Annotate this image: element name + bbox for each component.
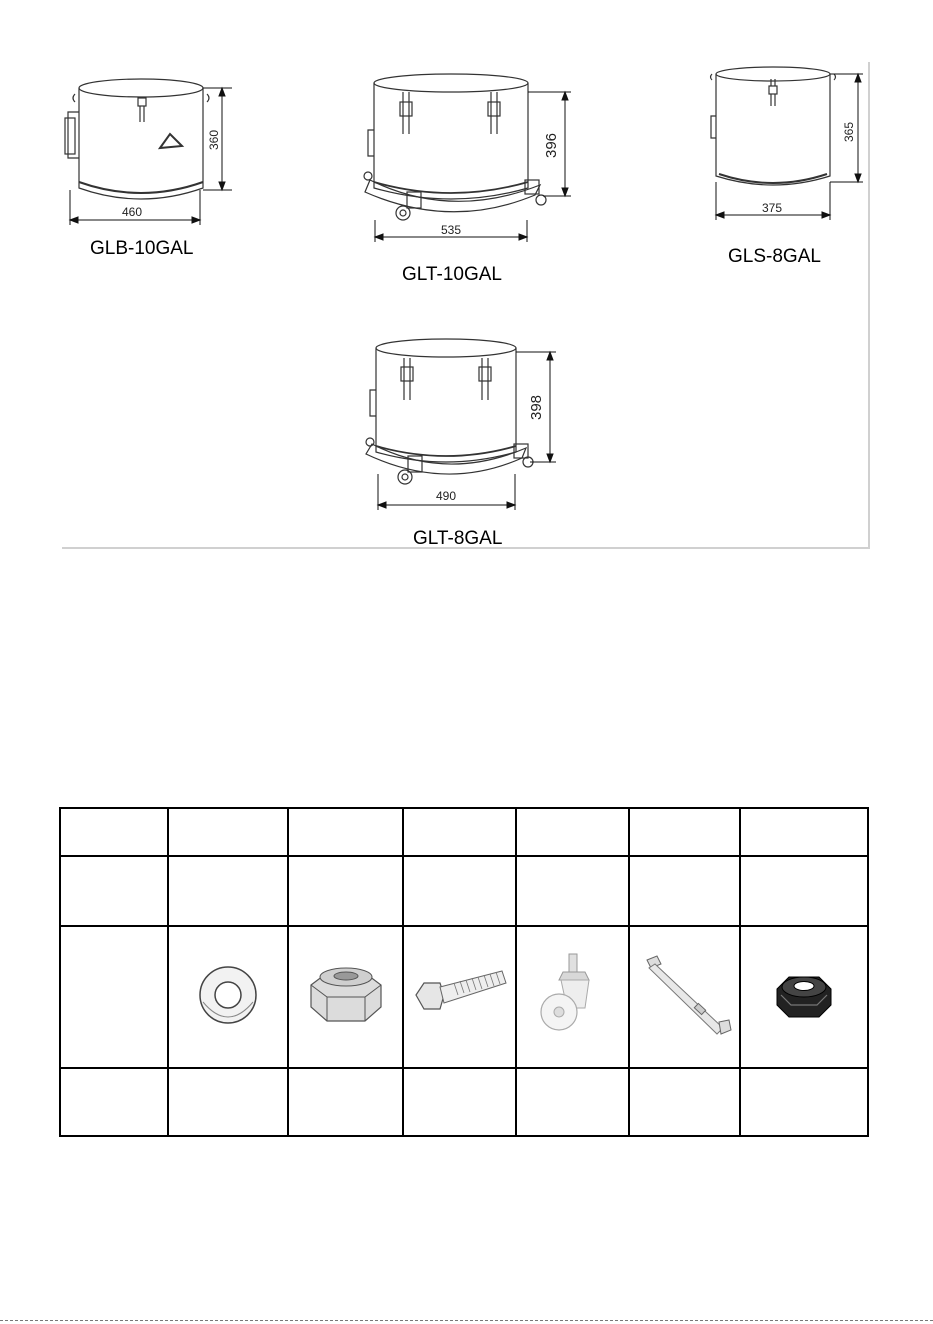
glt-10gal-height-dimension: 396 bbox=[543, 132, 560, 158]
glb-10gal-height-dimension: 360 bbox=[207, 129, 221, 150]
table-cell bbox=[629, 1068, 740, 1136]
gls-8gal-width-dimension: 375 bbox=[762, 201, 783, 215]
table-cell bbox=[288, 856, 403, 926]
model-label-glt-10gal: GLT-10GAL bbox=[402, 264, 502, 285]
table-cell bbox=[740, 856, 868, 926]
table-cell bbox=[516, 856, 629, 926]
table-cell bbox=[168, 856, 288, 926]
table-cell bbox=[60, 1068, 168, 1136]
table-cell bbox=[403, 808, 516, 856]
lock-nut-large-icon bbox=[301, 1022, 391, 1039]
nylon-lock-nut-icon bbox=[769, 1012, 839, 1029]
table-cell bbox=[288, 808, 403, 856]
table-cell bbox=[403, 1068, 516, 1136]
glb-10gal-width-dimension: 460 bbox=[122, 205, 143, 219]
table-row-header bbox=[60, 808, 868, 856]
drawing-glb-10gal bbox=[60, 70, 240, 230]
model-label-glt-8gal: GLT-8GAL bbox=[413, 528, 503, 549]
table-row-images bbox=[60, 926, 868, 1068]
part-cell-caster-wheel bbox=[516, 926, 629, 1068]
bracket-strip-icon bbox=[635, 1027, 735, 1044]
drawing-glt-8gal bbox=[350, 334, 570, 514]
part-cell-bracket-strip bbox=[629, 926, 740, 1068]
drawing-glt-10gal bbox=[345, 70, 575, 245]
model-label-gls-8gal: GLS-8GAL bbox=[728, 246, 821, 267]
table-cell bbox=[60, 856, 168, 926]
table-cell bbox=[629, 808, 740, 856]
gls-8gal-height-dimension: 365 bbox=[842, 121, 856, 142]
table-cell bbox=[629, 856, 740, 926]
table-cell bbox=[60, 808, 168, 856]
part-cell-lock-nut-large bbox=[288, 926, 403, 1068]
part-cell-nylon-lock-nut bbox=[740, 926, 868, 1068]
glt-8gal-height-dimension: 398 bbox=[528, 394, 545, 420]
table-cell bbox=[740, 1068, 868, 1136]
table-cell bbox=[288, 1068, 403, 1136]
glt-8gal-width-dimension: 490 bbox=[436, 489, 457, 503]
part-cell-washer bbox=[168, 926, 288, 1068]
table-row bbox=[60, 1068, 868, 1136]
caster-wheel-icon bbox=[533, 1027, 613, 1044]
table-cell bbox=[516, 808, 629, 856]
part-cell-hex-bolt bbox=[403, 926, 516, 1068]
table-cell bbox=[168, 1068, 288, 1136]
table-cell bbox=[516, 1068, 629, 1136]
parts-table bbox=[59, 807, 869, 1137]
table-row bbox=[60, 856, 868, 926]
model-label-glb-10gal: GLB-10GAL bbox=[90, 238, 194, 259]
page-bottom-rule bbox=[0, 1320, 933, 1321]
table-cell bbox=[403, 856, 516, 926]
glt-10gal-width-dimension: 535 bbox=[441, 223, 462, 237]
table-cell bbox=[168, 808, 288, 856]
washer-icon bbox=[193, 1017, 263, 1034]
drawing-gls-8gal bbox=[705, 64, 865, 224]
table-cell bbox=[60, 926, 168, 1068]
table-cell bbox=[740, 808, 868, 856]
hex-bolt-icon bbox=[410, 1012, 510, 1029]
